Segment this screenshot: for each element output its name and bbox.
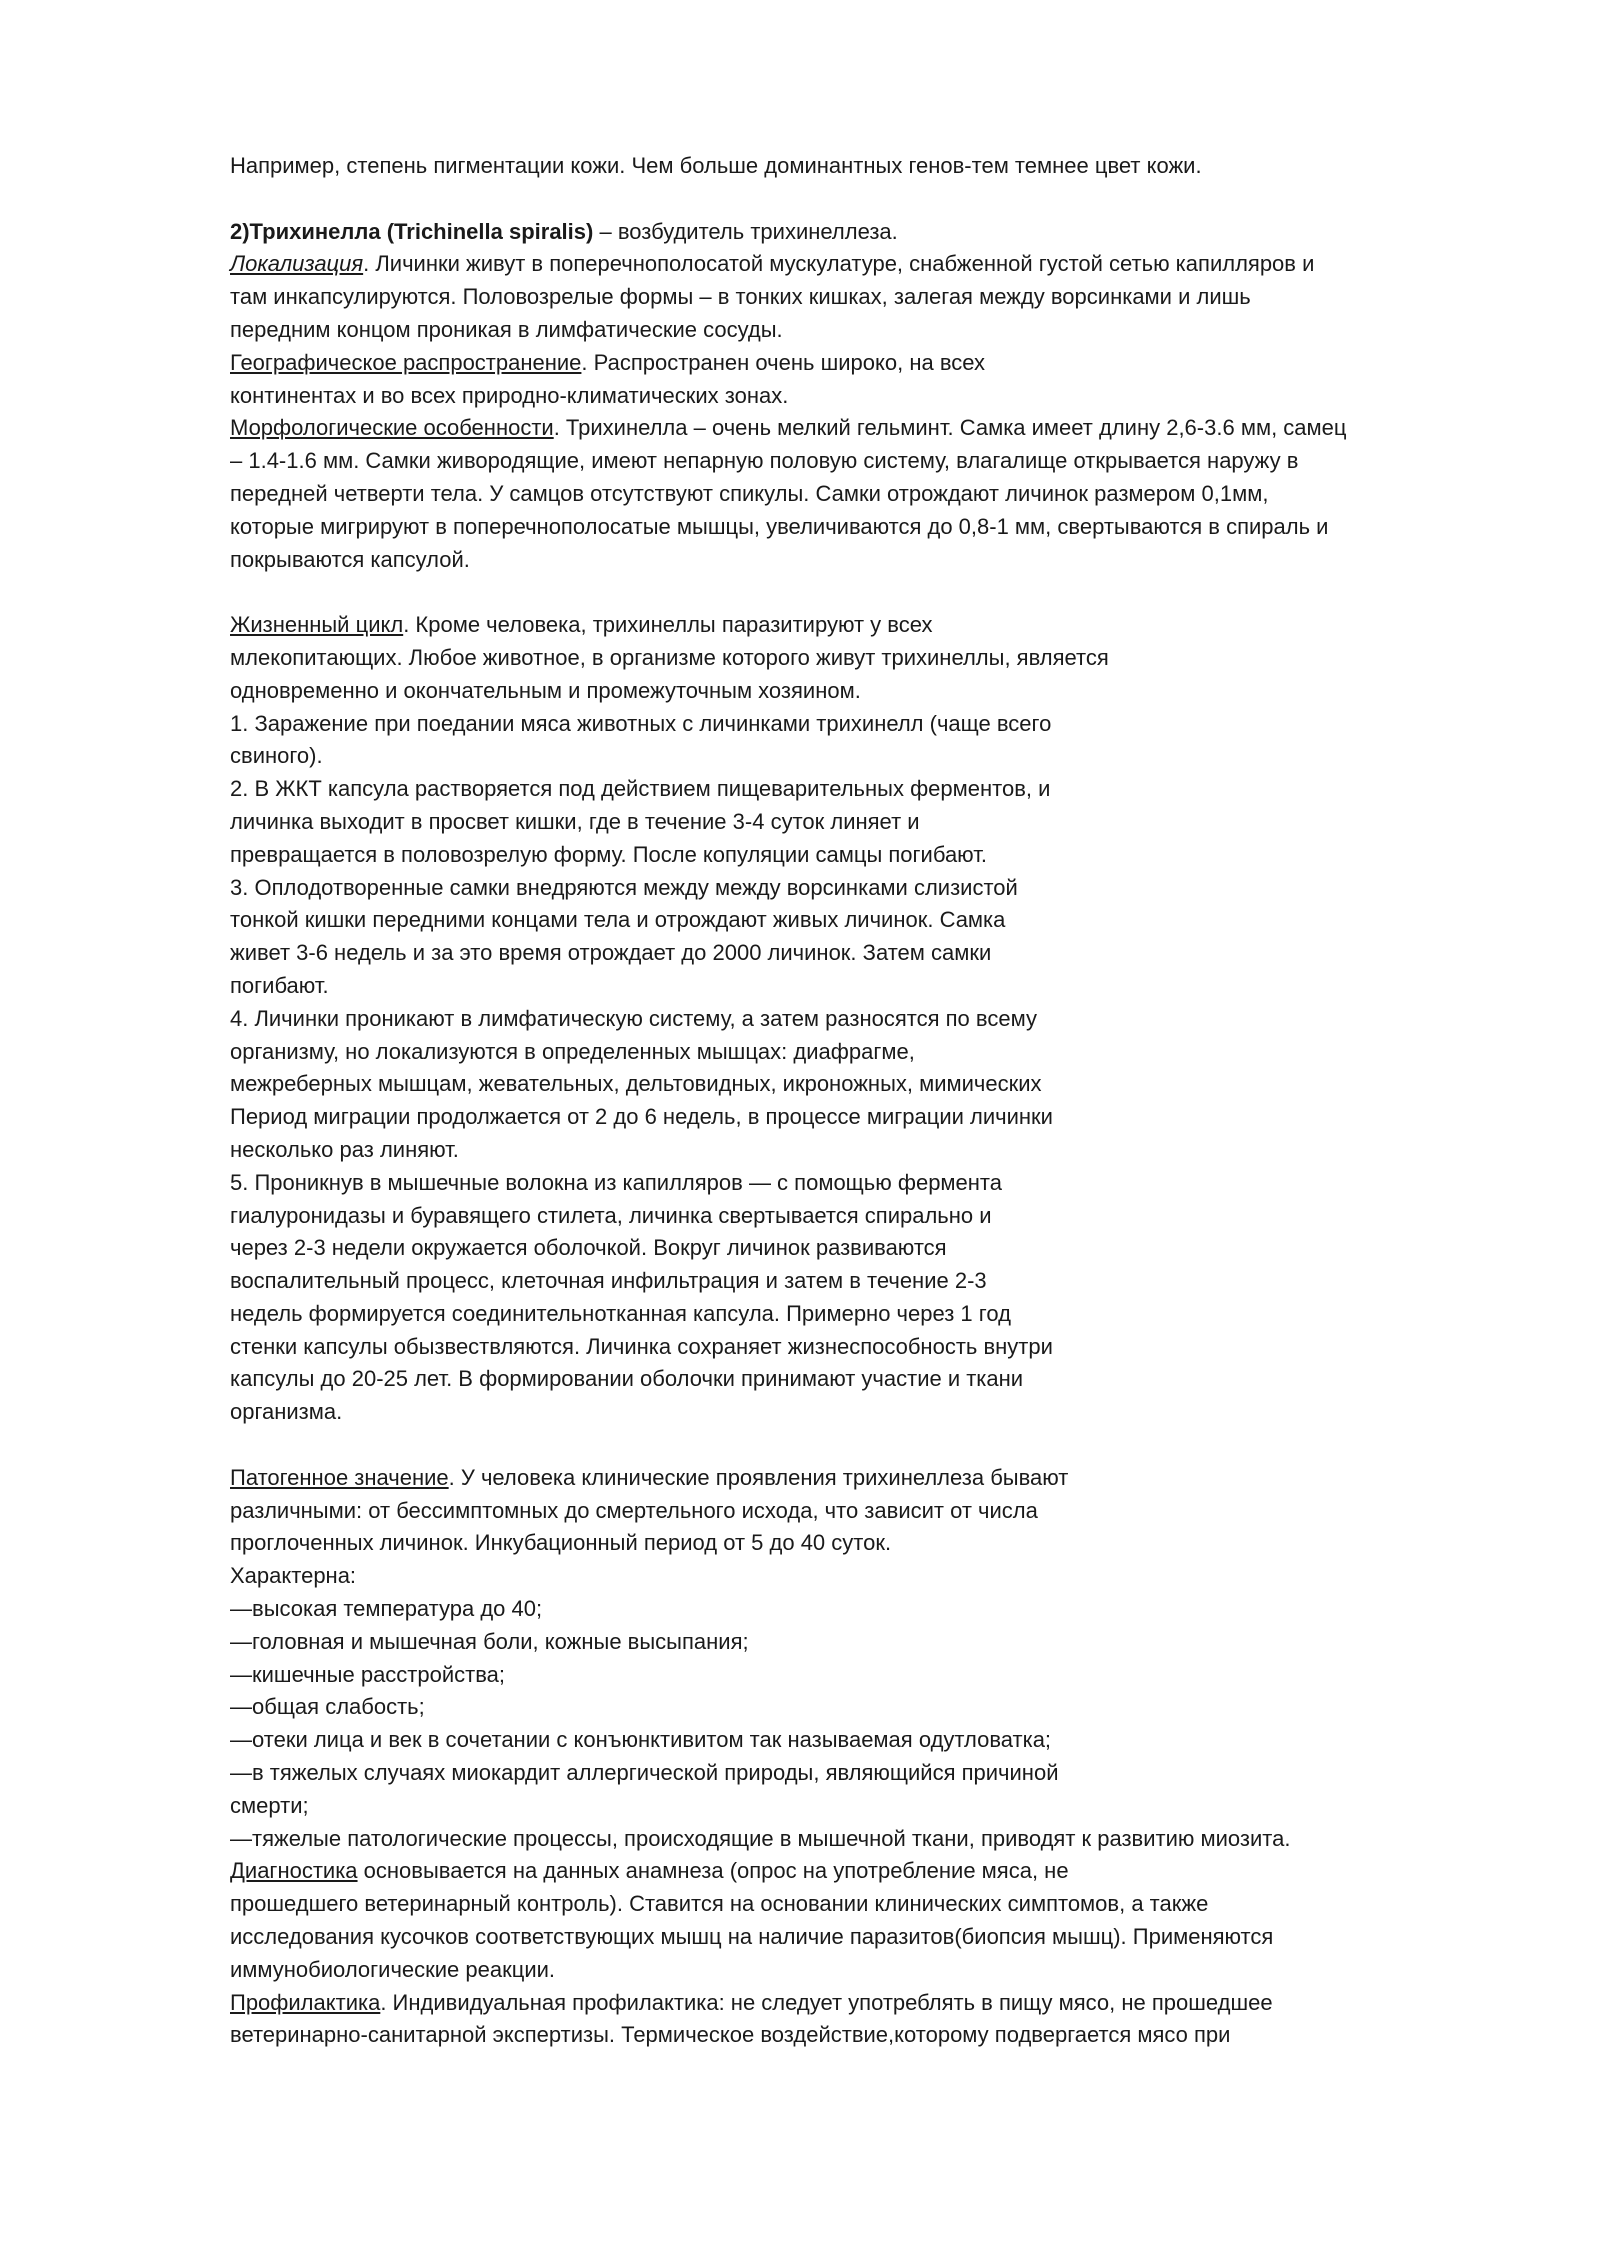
- paragraph-gap: [230, 183, 1530, 216]
- symptom-item: —кишечные расстройства;: [230, 1661, 506, 1687]
- life-cycle-line-22: недель формируется соединительнотканная капсула. Примерно через 1 год: [230, 1300, 1011, 1326]
- geography-line-2: континентах и во всех природно-климатических зонах.: [230, 382, 789, 408]
- intro-line: Например, степень пигментации кожи. Чем больше доминантных генов-тем темнее цвет кожи.: [230, 153, 1202, 178]
- life-cycle-line-18: 5. Проникнув в мышечные волокна из капилляров — с помощью фермента: [230, 1169, 1002, 1195]
- symptom-item-continuation: смерти;: [230, 1792, 309, 1818]
- pathogenic-text-1: . У человека клинические проявления трихинеллеза бывают: [448, 1464, 1069, 1490]
- localization-text-1: . Личинки живут в поперечнополосатой мускулатуре, снабженной густой сетью капилляров и: [363, 251, 1315, 277]
- life-cycle-line-17: несколько раз линяют.: [230, 1136, 459, 1162]
- life-cycle-line-2: млекопитающих. Любое животное, в организме которого живут трихинеллы, является: [230, 644, 1109, 670]
- prevention-heading: Профилактика: [230, 1989, 381, 2015]
- life-cycle-line-15: межреберных мышцам, жевательных, дельтовидных, икроножных, мимических: [230, 1071, 1042, 1097]
- diagnostics-heading: Диагностика: [230, 1858, 358, 1884]
- life-cycle-line-8: превращается в половозрелую форму. После копуляции самцы погибают.: [230, 841, 987, 867]
- morphology-line-4: которые мигрируют в поперечнополосатые мышцы, увеличиваются до 0,8-1 мм, свертываются в спираль и: [230, 513, 1329, 539]
- pathogenic-line-2: различными: от бессимптомных до смертельного исхода, что зависит от числа: [230, 1497, 1038, 1523]
- morphology-heading: Морфологические особенности: [230, 415, 554, 441]
- symptom-item: —тяжелые патологические процессы, происходящие в мышечной ткани, приводят к развитию миозита.: [230, 1825, 1291, 1851]
- life-cycle-line-5: свиного).: [230, 743, 323, 769]
- section-title-rest: – возбудитель трихинеллеза.: [593, 218, 898, 244]
- section-title: [230, 216, 1530, 249]
- morphology-line-3: передней четверти тела. У самцов отсутствуют спикулы. Самки отрождают личинок размером 0,1мм,: [230, 480, 1269, 506]
- document-page: [230, 150, 1530, 2052]
- life-cycle-line-10: тонкой кишки передними концами тела и отрождают живых личинок. Самка: [230, 907, 1006, 933]
- localization-line-2: там инкапсулируются. Половозрелые формы – в тонких кишках, залегая между ворсинками и лишь: [230, 284, 1251, 310]
- morphology-line-1: [230, 412, 1530, 445]
- life-cycle-line-3: одновременно и окончательным и промежуточным хозяином.: [230, 677, 861, 703]
- life-cycle-text-1: . Кроме человека, трихинеллы паразитируют у всех: [403, 612, 933, 638]
- section-title-number: 2)Трихинелла (: [230, 218, 395, 244]
- prevention-line-1: [230, 1987, 1530, 2020]
- section-title-latin: Trichinella spiralis: [394, 218, 587, 244]
- symptom-item: —головная и мышечная боли, кожные высыпания;: [230, 1628, 749, 1654]
- life-cycle-line-6: 2. В ЖКТ капсула растворяется под действием пищеварительных ферментов, и: [230, 776, 1051, 802]
- geography-heading: Географическое распространение: [230, 349, 582, 375]
- life-cycle-line-11: живет 3-6 недель и за это время отрождает до 2000 личинок. Затем самки: [230, 940, 992, 966]
- life-cycle-line-16: Период миграции продолжается от 2 до 6 недель, в процессе миграции личинки: [230, 1104, 1053, 1130]
- localization-line-1: [230, 248, 1530, 281]
- life-cycle-line-13: 4. Личинки проникают в лимфатическую систему, а затем разносятся по всему: [230, 1005, 1037, 1031]
- life-cycle-line-1: [230, 609, 1530, 642]
- paragraph-gap: [230, 1429, 1530, 1462]
- symptom-item: —высокая температура до 40;: [230, 1596, 543, 1622]
- life-cycle-line-25: организма.: [230, 1399, 343, 1425]
- pathogenic-line-4: Характерна:: [230, 1563, 357, 1589]
- diagnostics-line-3: исследования кусочков соответствующих мышц на наличие паразитов(биопсия мышц). Применяются: [230, 1924, 1274, 1950]
- pathogenic-heading: Патогенное значение: [230, 1464, 449, 1490]
- life-cycle-line-9: 3. Оплодотворенные самки внедряются между между ворсинками слизистой: [230, 874, 1018, 900]
- morphology-text-1: . Трихинелла – очень мелкий гельминт. Самка имеет длину 2,6-3.6 мм, самец: [553, 415, 1347, 441]
- geography-text-1: . Распространен очень широко, на всех: [581, 349, 986, 375]
- pathogenic-line-1: [230, 1462, 1530, 1495]
- paragraph-gap: [230, 576, 1530, 609]
- life-cycle-line-24: капсулы до 20-25 лет. В формировании оболочки принимают участие и ткани: [230, 1366, 1024, 1392]
- prevention-line-2: ветеринарно-санитарной экспертизы. Термическое воздействие,которому подвергается мясо при: [230, 2022, 1231, 2048]
- life-cycle-line-23: стенки капсулы обызвествляются. Личинка сохраняет жизнеспособность внутри: [230, 1333, 1053, 1359]
- diagnostics-text-1: основывается на данных анамнеза (опрос на употребление мяса, не: [357, 1858, 1069, 1884]
- life-cycle-line-4: 1. Заражение при поедании мяса животных с личинками трихинелл (чаще всего: [230, 710, 1052, 736]
- prevention-text-1: . Индивидуальная профилактика: не следует употреблять в пищу мясо, не прошедшее: [380, 1989, 1273, 2015]
- symptom-item: —в тяжелых случаях миокардит аллергической природы, являющийся причиной: [230, 1760, 1059, 1786]
- localization-heading: Локализация: [230, 251, 364, 277]
- life-cycle-line-7: личинка выходит в просвет кишки, где в течение 3-4 суток линяет и: [230, 808, 920, 834]
- diagnostics-line-4: иммунобиологические реакции.: [230, 1956, 556, 1982]
- symptom-item: —общая слабость;: [230, 1694, 425, 1720]
- morphology-line-2: – 1.4-1.6 мм. Самки живородящие, имеют непарную половую систему, влагалище открывается наружу в: [230, 448, 1299, 474]
- life-cycle-line-19: гиалуронидазы и буравящего стилета, личинка свертывается спирально и: [230, 1202, 992, 1228]
- diagnostics-line-2: прошедшего ветеринарный контроль). Ставится на основании клинических симптомов, а также: [230, 1891, 1209, 1917]
- life-cycle-heading: Жизненный цикл: [230, 612, 404, 638]
- symptom-item: —отеки лица и век в сочетании с конъюнктивитом так называемая одутловатка;: [230, 1727, 1052, 1753]
- life-cycle-line-21: воспалительный процесс, клеточная инфильтрация и затем в течение 2-3: [230, 1268, 987, 1294]
- diagnostics-line-1: [230, 1855, 1530, 1888]
- localization-line-3: передним концом проникая в лимфатические сосуды.: [230, 316, 783, 342]
- geography-line-1: [230, 347, 1530, 380]
- morphology-line-5: покрываются капсулой.: [230, 546, 470, 572]
- pathogenic-line-3: проглоченных личинок. Инкубационный период от 5 до 40 суток.: [230, 1530, 892, 1556]
- life-cycle-line-12: погибают.: [230, 972, 329, 998]
- life-cycle-line-20: через 2-3 недели окружается оболочкой. Вокруг личинок развиваются: [230, 1235, 947, 1261]
- section-title-close: ): [586, 218, 594, 244]
- life-cycle-line-14: организму, но локализуются в определенных мышцах: диафрагме,: [230, 1038, 915, 1064]
